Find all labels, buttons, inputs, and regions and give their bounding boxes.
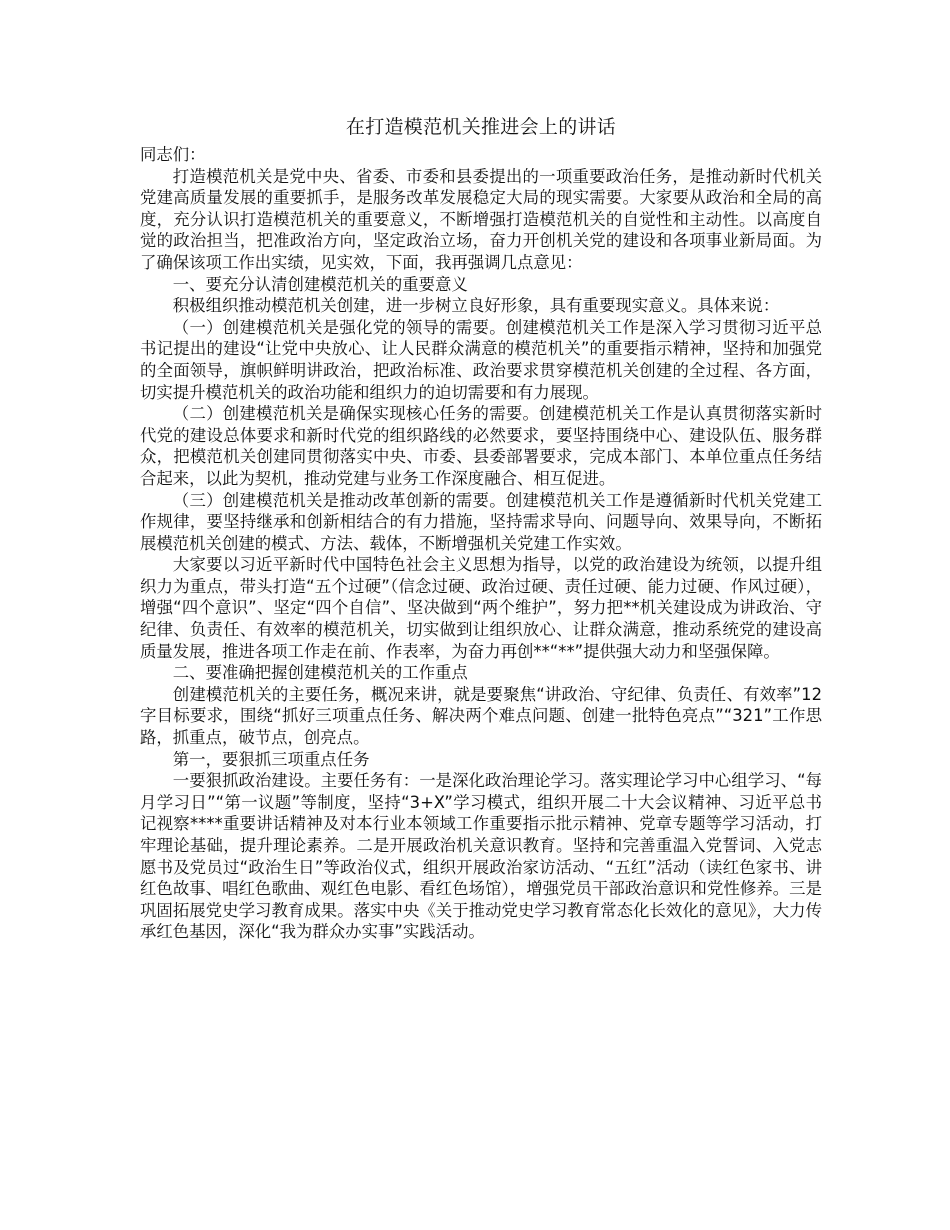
- paragraph: 一、要充分认清创建模范机关的重要意义: [172, 274, 468, 294]
- paragraph: 二、要准确把握创建模范机关的工作重点: [172, 663, 468, 683]
- paragraph: 创建模范机关的主要任务，概况来讲，就是要聚焦“讲政治、守纪律、负责任、有效率”12字目标要求，围绕“抓好三项重点任务、解决两个难点问题、创建一批特色亮点”“321”工作思路，抓重点，破节点，创亮点。: [140, 684, 822, 748]
- document-title: 在打造模范机关推进会上的讲话: [345, 116, 617, 138]
- paragraph: （三）创建模范机关是推动改革创新的需要。创建模范机关工作是遵循新时代机关党建工作规律，要坚持继承和创新相结合的有力措施，坚持需求导向、问题导向、效果导向，不断拓展模范机关创建的模式、方法、载体，不断增强机关党建工作实效。: [140, 490, 822, 553]
- paragraph: （二）创建模范机关是确保实现核心任务的需要。创建模范机关工作是认真贯彻落实新时代党的建设总体要求和新时代党的组织路线的必然要求，要坚持围绕中心、建设队伍、服务群众，把模范机关创建同贯彻落实中央、市委、县委部署要求，完成本部门、本单位重点任务结合起来，以此为契机，推动党建与业务工作深度融合、相互促进。: [140, 404, 822, 488]
- paragraph: （一）创建模范机关是强化党的领导的需要。创建模范机关工作是深入学习贯彻习近平总书记提出的建设“让党中央放心、让人民群众满意的模范机关”的重要指示精神，坚持和加强党的全面领导，旗帜鲜明讲政治，把政治标准、政治要求贯穿模范机关创建的全过程、各方面，切实提升模范机关的政治功能和组织力的迫切需要和有力展现。: [140, 317, 822, 402]
- paragraph: 积极组织推动模范机关创建，进一步树立良好形象，具有重要现实意义。具体来说：: [172, 296, 780, 316]
- paragraph: 同志们：: [140, 145, 206, 164]
- paragraph: 大家要以习近平新时代中国特色社会主义思想为指导，以党的政治建设为统领，以提升组织力为重点，带头打造“五个过硬”（信念过硬、政治过硬、责任过硬、能力过硬、作风过硬），增强“四个意识”、坚定“四个自信”、坚决做到“两个维护”，努力把**机关建设成为讲政治、守纪律、负责任、有效率的模范机关，切实做到让组织放心、让群众满意，推动系统党的建设高质量发展，推进各项工作走在前、作表率，为奋力再创**“**”提供强大动力和坚强保障。: [140, 555, 822, 661]
- paragraph: 打造模范机关是党中央、省委、市委和县委提出的一项重要政治任务，是推动新时代机关党建高质量发展的重要抓手，是服务改革发展稳定大局的现实需要。大家要从政治和全局的高度，充分认识打造模范机关的重要意义，不断增强打造模范机关的自觉性和主动性。以高度自觉的政治担当，把准政治方向，坚定政治立场，奋力开创机关党的建设和各项事业新局面。为了确保该项工作出实绩，见实效，下面，我再强调几点意见：: [140, 166, 822, 272]
- paragraph: 一要狠抓政治建设。主要任务有：一是深化政治理论学习。落实理论学习中心组学习、“每月学习日”“第一议题”等制度，坚持“3+X”学习模式，组织开展二十大会议精神、习近平总书记视察****重要讲话精神及对本行业本领域工作重要指示批示精神、党章专题等学习活动，打牢理论基础，提升理论素养。二是开展政治机关意识教育。坚持和完善重温入党誓词、入党志愿书及党员过“政治生日”等政治仪式，组织开展政治家访活动、“五红”活动（读红色家书、讲红色故事、唱红色歌曲、观红色电影、看红色场馆），增强党员干部政治意识和党性修养。三是巩固拓展党史学习教育成果。落实中央《关于推动党史学习教育常态化长效化的意见》，大力传承红色基因，深化“我为群众办实事”实践活动。: [140, 771, 822, 942]
- document-page: [140, 114, 822, 943]
- paragraph: 第一，要狠抓三项重点任务: [172, 749, 370, 769]
- document-body: [140, 144, 822, 943]
